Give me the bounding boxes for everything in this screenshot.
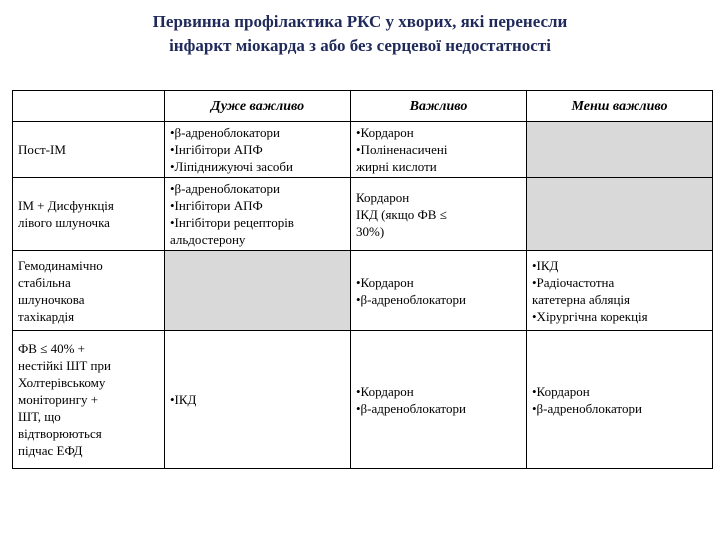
cell-line: катетерна абляція [532,291,631,307]
cell-line: Кордарон [356,189,410,205]
cell-line: •Кордарон [356,383,414,399]
cell-very-important [165,122,351,178]
header-empty [13,91,165,122]
cell-line: •Інгібітори рецепторів [170,215,294,230]
slide-title [40,10,680,58]
cell-line: •ІКД [170,392,197,407]
cell-line: •Кордарон [356,274,414,290]
row-label-line: підчас ЕФД [18,443,83,458]
cell-line: •β-адреноблокатори [356,291,466,307]
row-label [13,178,165,251]
title-line-1: Первинна профілактика РКС у хворих, які перенесли [152,12,568,31]
cell-less-important-empty [527,122,713,178]
title-line-2: інфаркт міокарда з або без серцевої недостатності [169,36,551,55]
cell-line: 30%) [356,223,385,239]
row-label-line: тахікардія [18,308,75,324]
row-label-line: відтворюються [18,426,102,441]
row-label-line: нестійкі ШТ при [18,358,111,373]
cell-important [351,251,527,331]
cell-line: •β-адреноблокатори [170,181,280,196]
row-label-line: стабільна [18,274,71,290]
header-very-important: Дуже важливо [165,91,351,122]
cell-less-important-empty [527,178,713,251]
row-label-line: Гемодинамічно [18,257,103,273]
table-row [13,251,713,331]
cell-line: •Радіочастотна [532,274,615,290]
cell-important [351,331,527,469]
cell-very-important [165,331,351,469]
cell-important [351,178,527,251]
row-label [13,251,165,331]
row-label-line: Холтерівському [18,375,106,390]
row-label-line: Пост-ІМ [18,142,66,157]
row-label-line: ШТ, що [18,409,61,424]
cell-less-important [527,251,713,331]
cell-line: •Інгібітори АПФ [170,142,263,157]
table-row [13,178,713,251]
cell-line: альдостерону [170,232,246,247]
row-label-line: шлуночкова [18,291,85,307]
cell-less-important [527,331,713,469]
cell-line: •Ліпіднижуючі засоби [170,159,293,174]
prevention-table [12,90,713,469]
cell-line: •Хірургічна корекція [532,308,648,324]
cell-very-important-empty [165,251,351,331]
cell-very-important [165,178,351,251]
cell-line: •β-адреноблокатори [356,400,466,416]
cell-line: •β-адреноблокатори [170,125,280,140]
cell-line: •Інгібітори АПФ [170,198,263,213]
row-label-line: ФВ ≤ 40% + [18,341,85,356]
cell-important [351,122,527,178]
row-label-line: ІМ + Дисфункція [18,198,114,213]
row-label-line: лівого шлуночка [18,215,110,230]
cell-line: •Кордарон [532,383,590,399]
row-label [13,122,165,178]
cell-line: •Кордарон [356,125,414,140]
header-row [13,91,713,122]
cell-line: •Поліненасичені [356,142,448,157]
table-row [13,122,713,178]
cell-line: ІКД (якщо ФВ ≤ [356,206,447,222]
cell-line: жирні кислоти [356,159,437,174]
cell-line: •ІКД [532,257,559,273]
cell-line: •β-адреноблокатори [532,400,642,416]
table-row [13,331,713,469]
header-less-important: Менш важливо [527,91,713,122]
header-important: Важливо [351,91,527,122]
row-label [13,331,165,469]
row-label-line: моніторингу + [18,392,99,407]
